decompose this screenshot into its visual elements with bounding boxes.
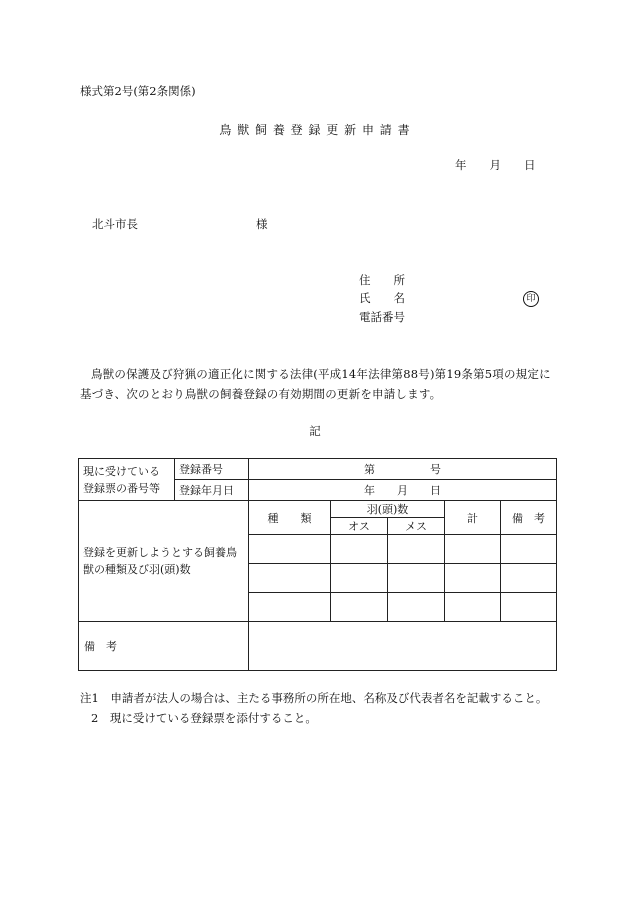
- note-2-num: 2: [91, 711, 99, 725]
- total-cell: [445, 593, 501, 622]
- col-total-header: 計: [445, 501, 501, 535]
- form-number: 様式第2号(第2条関係): [80, 84, 196, 98]
- col-species-header: 種 類: [249, 501, 331, 535]
- remarks-value: [249, 622, 557, 671]
- note-2: [91, 708, 317, 728]
- reg-date-value: 年 月 日: [249, 480, 557, 501]
- male-count-cell: [331, 593, 388, 622]
- date-line: 年 月 日: [455, 158, 536, 172]
- note-1-text: 申請者が法人の場合は、主たる事務所の所在地、名称及び代表者名を記載すること。: [110, 691, 548, 705]
- species-cell: [249, 564, 331, 593]
- species-cell: [249, 593, 331, 622]
- col-male-header: オス: [331, 518, 388, 535]
- species-section-label: 登録を更新しようとする飼養鳥獣の種類及び羽(頭)数: [79, 501, 249, 622]
- male-count-cell: [331, 535, 388, 564]
- remarks-cell: [501, 593, 557, 622]
- total-cell: [445, 535, 501, 564]
- note-1-num: 注1: [80, 691, 99, 705]
- registration-table: [78, 458, 557, 671]
- page-title: 鳥 獣 飼 養 登 録 更 新 申 請 書: [219, 123, 411, 137]
- col-female-header: メス: [388, 518, 445, 535]
- remarks-label: 備 考: [79, 622, 249, 671]
- body-text: 鳥獣の保護及び狩猟の適正化に関する法律(平成14年法律第88号)第19条第5項の規定に基づき、次のとおり鳥獣の飼養登録の有効期間の更新を申請します。: [80, 367, 551, 401]
- addressee: 北斗市長: [92, 217, 138, 231]
- remarks-cell: [501, 535, 557, 564]
- phone-label: 電話番号: [359, 310, 405, 324]
- note-2-text: 現に受けている登録票を添付すること。: [109, 711, 317, 725]
- col-remarks-header: 備 考: [501, 501, 557, 535]
- seal-mark-text: 印: [523, 291, 539, 307]
- female-count-cell: [388, 593, 445, 622]
- note-1: [80, 688, 547, 708]
- species-cell: [249, 535, 331, 564]
- ki-heading: 記: [309, 424, 321, 438]
- reg-number-value: 第 号: [249, 459, 557, 480]
- col-count-header: 羽(頭)数: [331, 501, 445, 518]
- total-cell: [445, 564, 501, 593]
- current-cert-label: 現に受けている登録票の番号等: [79, 459, 175, 501]
- honorific: 様: [256, 217, 268, 231]
- female-count-cell: [388, 564, 445, 593]
- address-label: 住 所: [359, 273, 405, 287]
- remarks-cell: [501, 564, 557, 593]
- seal-mark: [523, 291, 539, 307]
- female-count-cell: [388, 535, 445, 564]
- reg-date-label: 登録年月日: [175, 480, 249, 501]
- male-count-cell: [331, 564, 388, 593]
- name-label: 氏 名: [359, 291, 405, 305]
- reg-number-label: 登録番号: [175, 459, 249, 480]
